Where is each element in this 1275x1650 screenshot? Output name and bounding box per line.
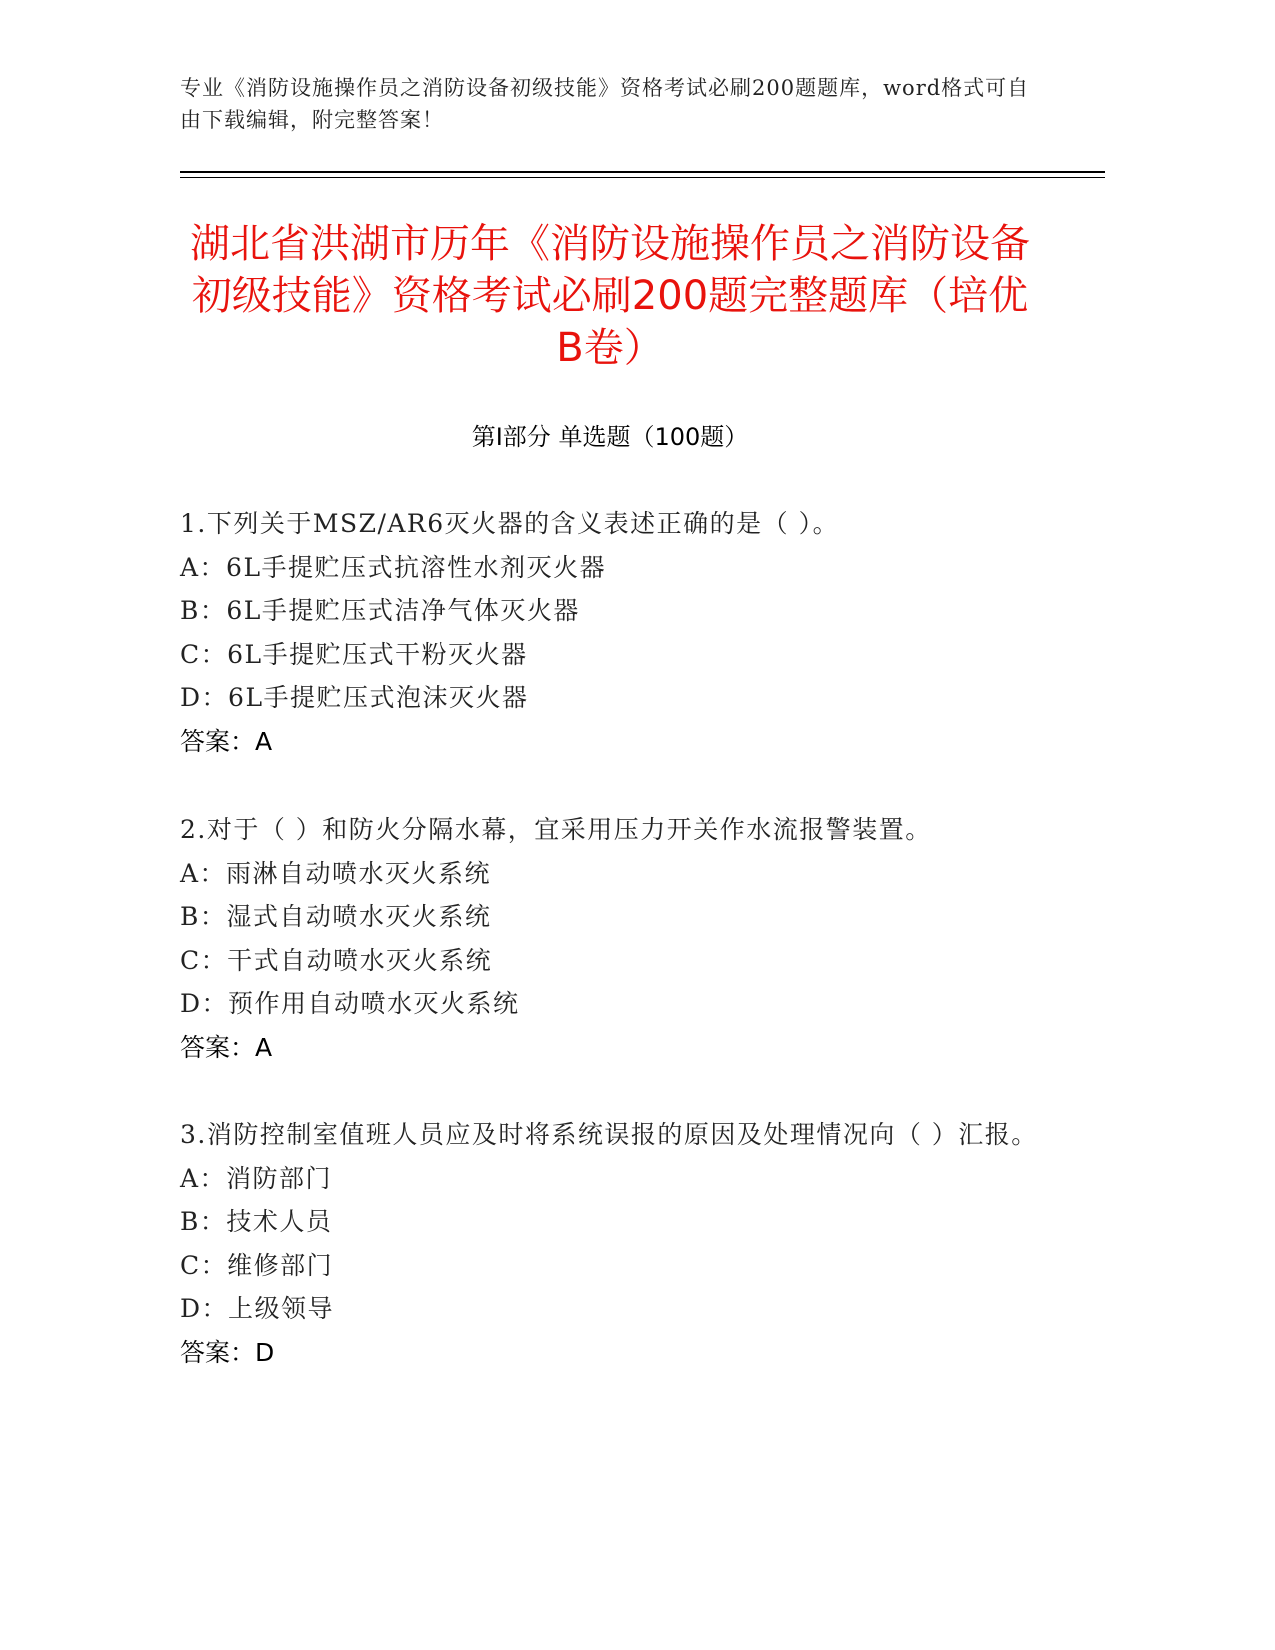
option-a: A：雨淋自动喷水灭火系统 — [180, 858, 492, 888]
option-b: B：6L手提贮压式洁净气体灭火器 — [180, 596, 580, 626]
question-stem: 1.下列关于MSZ/AR6灭火器的含义表述正确的是（ ）。 — [180, 509, 840, 538]
question-stem: 3.消防控制室值班人员应及时将系统误报的原因及处理情况向（ ）汇报。 — [180, 1120, 1038, 1149]
option-c: C：维修部门 — [180, 1250, 334, 1280]
answer: 答案：D — [180, 1337, 275, 1367]
option-c: C：6L手提贮压式干粉灭火器 — [180, 639, 528, 669]
section-heading: 第I部分 单选题（100题） — [471, 423, 749, 451]
document-title: 湖北省洪湖市历年《消防设施操作员之消防设备初级技能》资格考试必刷200题完整题库（培优B卷） — [190, 221, 1030, 371]
question-3 — [180, 1113, 1040, 1375]
option-a: A：消防部门 — [180, 1163, 333, 1193]
header-note: 专业《消防设施操作员之消防设备初级技能》资格考试必刷200题题库，word格式可自由下载编辑，附完整答案！ — [180, 76, 1030, 132]
option-d: D：上级领导 — [180, 1294, 335, 1324]
question-1 — [180, 502, 1040, 764]
question-stem: 2.对于（ ）和防火分隔水幕，宜采用压力开关作水流报警装置。 — [180, 815, 932, 844]
option-c: C：干式自动喷水灭火系统 — [180, 945, 493, 975]
option-b: B：技术人员 — [180, 1207, 333, 1237]
question-2 — [180, 808, 1040, 1070]
option-b: B：湿式自动喷水灭火系统 — [180, 902, 492, 932]
header-rule-thin — [180, 177, 1105, 178]
answer: 答案：A — [180, 1032, 273, 1062]
option-d: D：预作用自动喷水灭火系统 — [180, 989, 520, 1019]
option-a: A：6L手提贮压式抗溶性水剂灭火器 — [180, 552, 607, 582]
header-rule-thick — [180, 171, 1105, 173]
option-d: D：6L手提贮压式泡沫灭火器 — [180, 683, 529, 713]
answer: 答案：A — [180, 726, 273, 756]
